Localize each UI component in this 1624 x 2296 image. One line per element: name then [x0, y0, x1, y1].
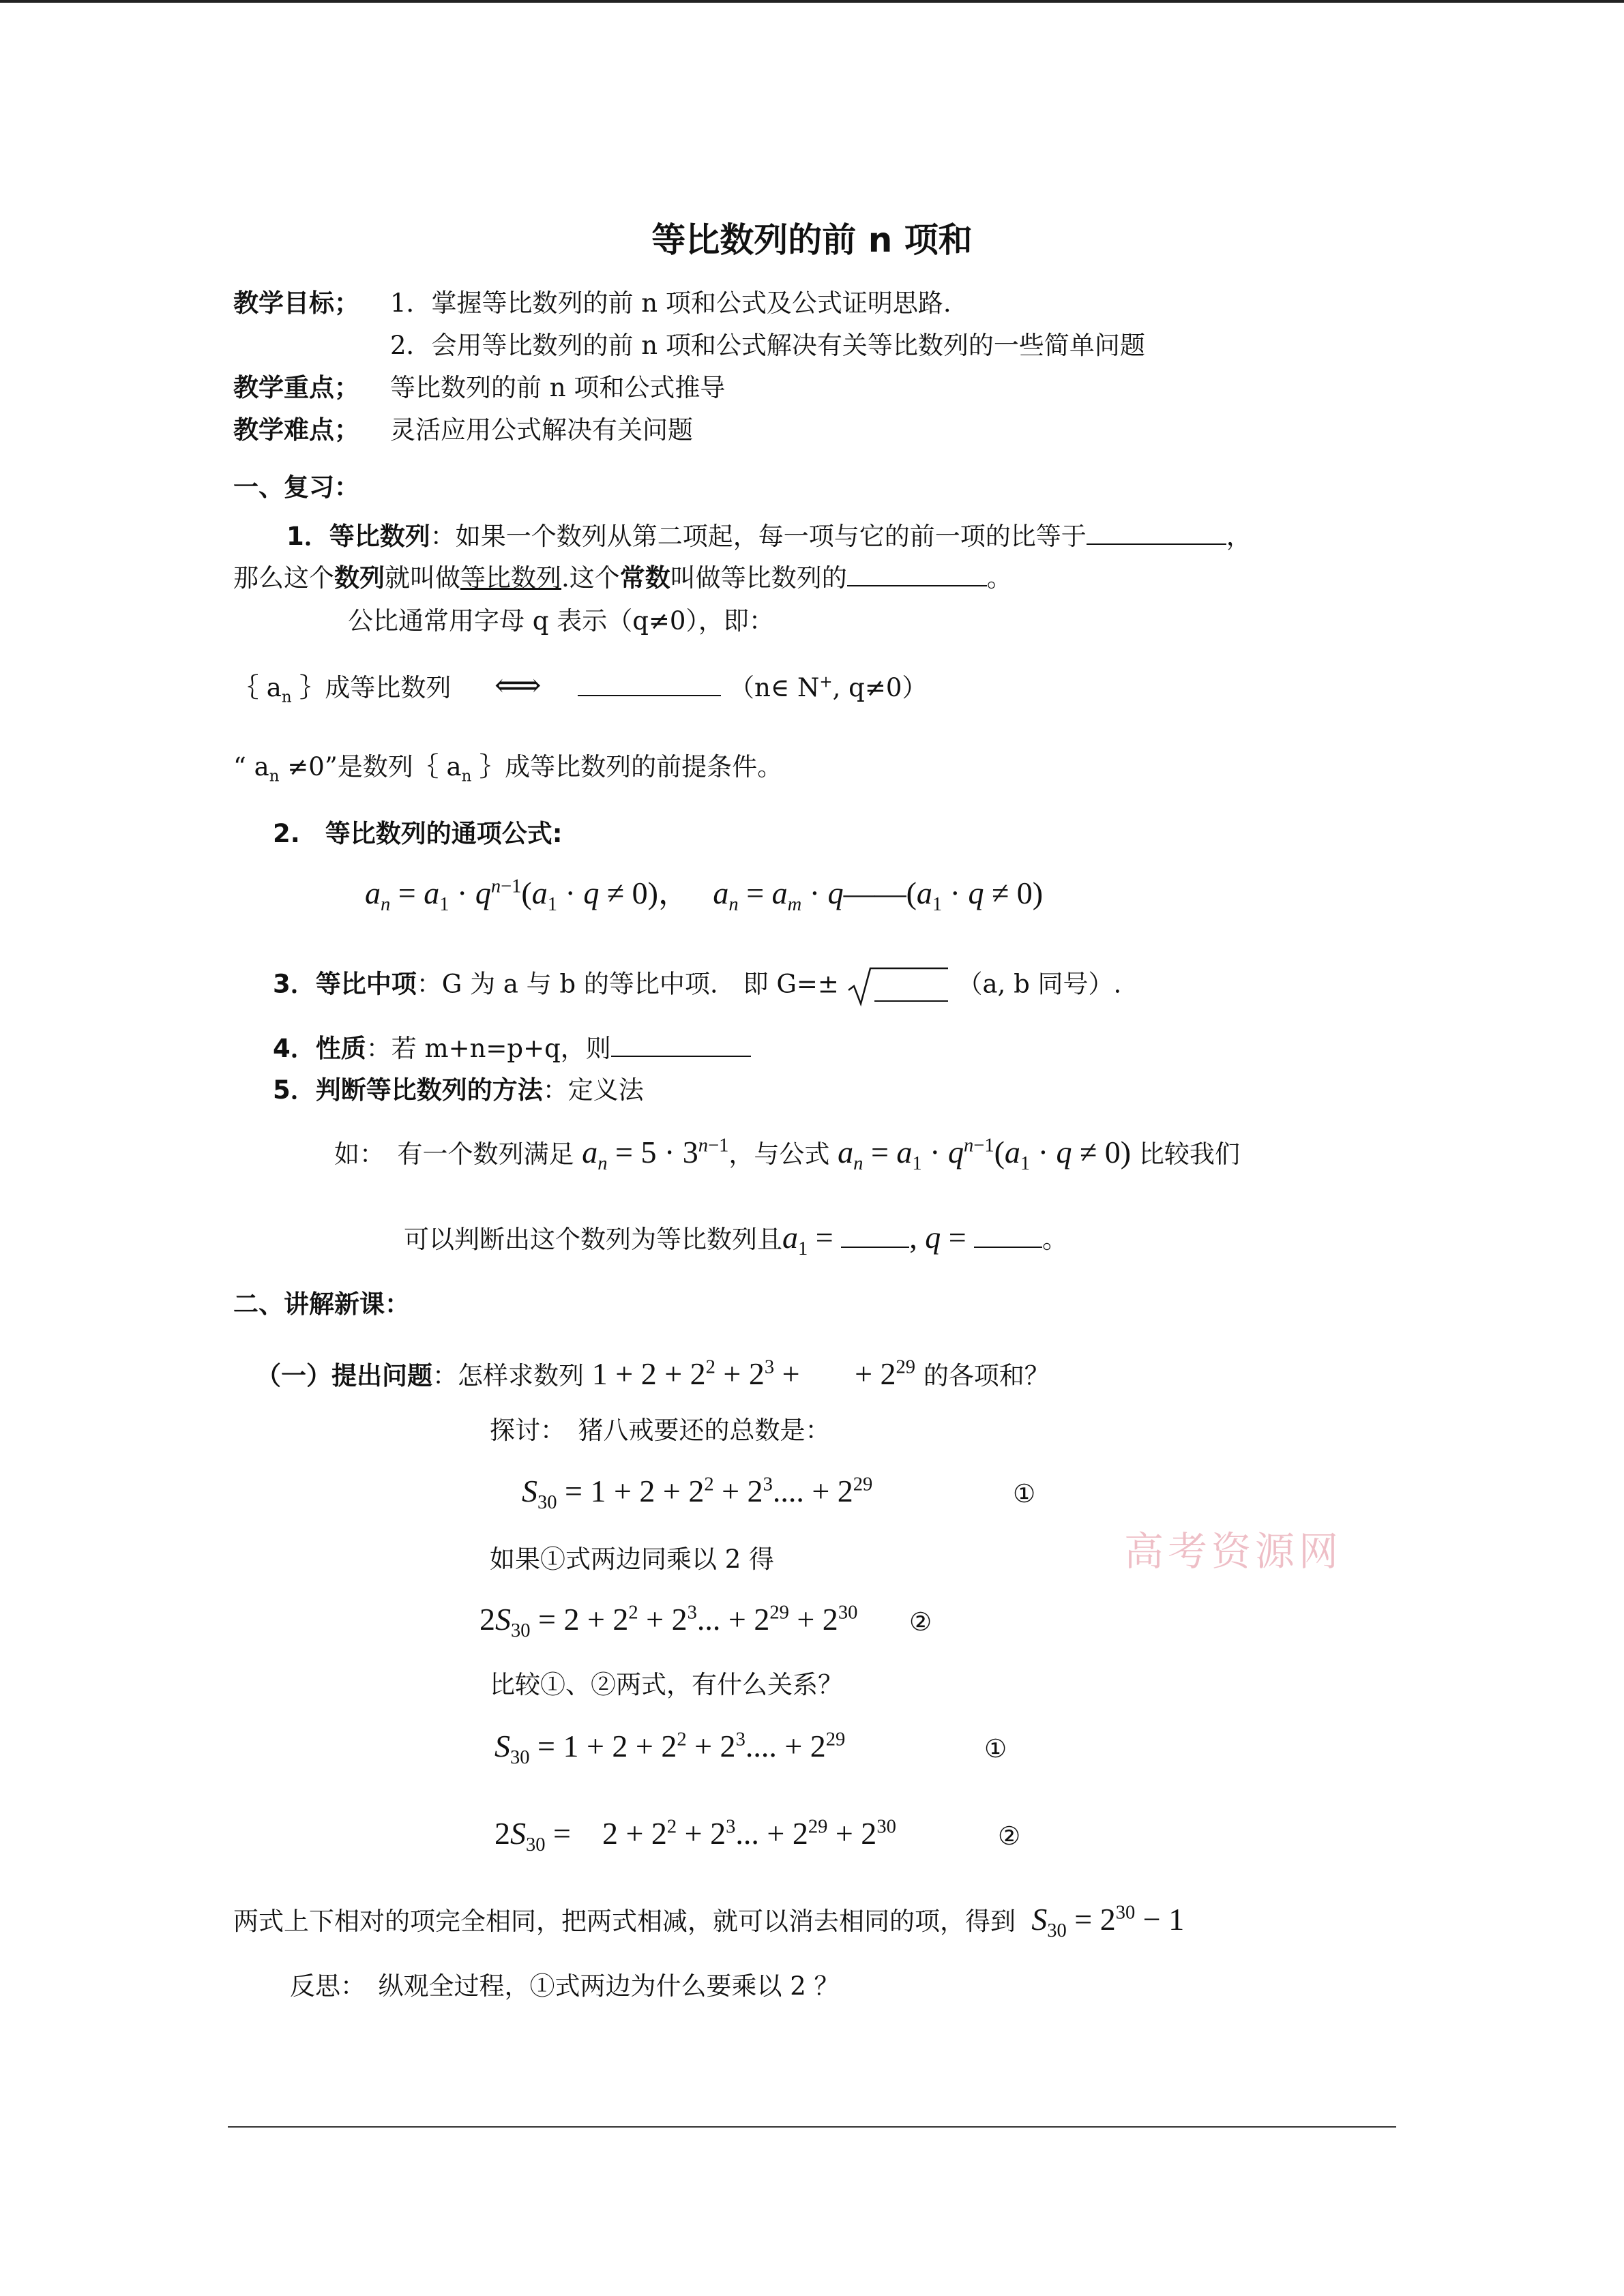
sum-equation-2-repeat: $2S_{30}$ = $2 + 2^2 + 2^3$... + $2^{29} + 2^{30}$ [494, 1816, 896, 1856]
premise-sub-2: n [461, 767, 472, 786]
equation-mark-1: ① [1013, 1479, 1036, 1508]
equivalence-sub: n [281, 688, 292, 706]
method-line [273, 1073, 644, 1107]
example-line-2-text: 可以判断出这个数列为等比数列且 [404, 1225, 782, 1254]
question-text: ：怎样求数列 [432, 1361, 584, 1390]
geometric-mean-label: 3．等比中项 [273, 969, 417, 999]
premise-start: “ a [233, 752, 269, 781]
sum-equation-2: $2S_{30} = 2 + 2^2 + 2^3$... + $2^{29} + 2^{30}$ [479, 1602, 858, 1642]
equation-mark-1-repeat: ① [984, 1734, 1007, 1763]
definition-label: 等比数列 [329, 522, 430, 551]
equivalence-blank [578, 670, 721, 696]
definition-text-2a: 那么这个 [233, 563, 334, 593]
multiply-line: 如果①式两边同乘以 2 得 [490, 1545, 775, 1574]
general-term-formula: $a_n = a_1 \cdot q^{n-1}(a_1 \cdot q \ne 0)$， $a_n = a_m$ · $q——(a_1 \cdot q \ne 0)$ [365, 876, 1044, 916]
premise-end: ｝成等比数列的前提条件。 [471, 752, 783, 781]
sum-equation-1-repeat: $S_{30} = 1 + 2 + 2^2 + 2^3$.... + $2^{29}$ [494, 1729, 846, 1769]
question-series: $1 + 2 + 2^2 + 2^3$ + + $2^{29}$ [591, 1356, 916, 1391]
premise-sub: n [269, 767, 280, 786]
property-line [273, 1031, 751, 1066]
equivalence-middle: ｝成等比数列 [291, 673, 452, 702]
question-line [256, 1357, 1050, 1393]
example-text-c: 比较我们 [1138, 1139, 1240, 1169]
example-line-2 [404, 1220, 1068, 1260]
formula-a-2: a [713, 876, 729, 910]
objectives-row [233, 286, 359, 320]
conclusion-formula: $S_{30} = 2^{30} - 1$ [1031, 1902, 1185, 1942]
definition-text-2b: 就叫做 [385, 563, 460, 593]
reflection-line: 反思： 纵观全过程，①式两边为什么要乘以 2 ？ [290, 1971, 840, 2001]
definition-text-1: ：如果一个数列从第二项起，每一项与它的前一项的比等于 [430, 522, 1087, 551]
method-text: ：定义法 [542, 1075, 644, 1105]
key-point-label: 教学重点； [233, 373, 359, 402]
definition-end-2: 。 [986, 563, 1012, 593]
definition-blank-1 [1087, 519, 1226, 545]
example-general-formula: $a_n = a_1 \cdot q^{n-1}(a_1 \cdot q \ne 0)$ [838, 1135, 1132, 1175]
equivalence-condition-end: , q≠0） [832, 673, 928, 702]
top-border [0, 0, 1624, 3]
a1-blank [841, 1222, 909, 1248]
compare-line: 比较①、②两式，有什么关系？ [490, 1670, 843, 1699]
key-point-row [233, 371, 359, 405]
equation-mark-2-repeat: ② [998, 1821, 1021, 1851]
q-blank [974, 1222, 1042, 1248]
definition-text-2c: .这个 [561, 563, 620, 593]
conclusion-line [233, 1902, 1185, 1942]
example-formula: $a_n = 5 \cdot 3^{n-1}$ [582, 1135, 729, 1175]
difficulty-label: 教学难点； [233, 415, 359, 445]
definition-bold-sequence: 数列 [334, 563, 385, 593]
property-label: 4．性质 [273, 1034, 366, 1063]
example-text-b: ，与公式 [728, 1139, 830, 1169]
definition-blank-2 [847, 561, 987, 586]
footer-divider [228, 2126, 1396, 2128]
example-text-a: 如： 有一个数列满足 [334, 1139, 574, 1169]
watermark-stamp: 高考资源网 [1124, 1528, 1343, 1575]
question-label: （一）提出问题 [256, 1361, 432, 1390]
objective-item-1: 1．掌握等比数列的前 n 项和公式及公式证明思路. [390, 288, 951, 318]
objectives-label: 教学目标； [233, 288, 359, 318]
equivalence-left: ｛ a [233, 673, 282, 702]
new-lesson-heading: 二、讲解新课： [233, 1289, 410, 1319]
equivalence-condition: （n∈ N [729, 673, 820, 702]
definition-line-1 [286, 519, 1252, 554]
example-end: 。 [1042, 1225, 1068, 1254]
conclusion-text: 两式上下相对的项完全相同，把两式相减，就可以消去相同的项，得到 [233, 1907, 1016, 1936]
discuss-line: 探讨： 猪八戒要还的总数是： [490, 1416, 831, 1445]
geometric-mean-end: （a, b 同号）. [957, 969, 1122, 999]
question-end: 的各项和？ [923, 1361, 1050, 1390]
square-root-icon [847, 966, 949, 1007]
definition-text-2d: 叫做等比数列的 [670, 563, 847, 593]
general-term-heading: 2. 等比数列的通项公式: [273, 819, 563, 848]
definition-end-1: ， [1226, 522, 1252, 551]
equivalence-line [233, 668, 927, 705]
example-line-1 [334, 1135, 1240, 1175]
definition-number: 1． [286, 522, 329, 551]
sum-equation-1: $S_{30} = 1 + 2 + 2^2 + 2^3$.... + $2^{29}$ [522, 1474, 873, 1514]
definition-bold-constant: 常数 [619, 563, 670, 593]
property-text: ：若 m+n=p+q，则 [366, 1034, 611, 1063]
geometric-mean-line [273, 966, 1121, 1007]
page-title: 等比数列的前 n 项和 [651, 220, 973, 260]
difficulty-text: 灵活应用公式解决有关问题 [390, 415, 693, 445]
review-heading: 一、复习： [233, 473, 359, 502]
example-answer: $a_1$ = , q = [782, 1220, 1042, 1255]
equation-mark-2: ② [909, 1607, 932, 1637]
definition-underlined-term: 等比数列 [460, 563, 561, 593]
difficulty-row [233, 413, 359, 447]
equivalence-cond-sup: + [819, 673, 833, 691]
geometric-mean-text: ：G 为 a 与 b 的等比中项. 即 G=± [416, 969, 839, 999]
premise-middle: ≠0”是数列｛ a [279, 752, 462, 781]
objective-item-2: 2．会用等比数列的前 n 项和公式解决有关等比数列的一些简单问题 [390, 331, 1145, 360]
method-label: 5．判断等比数列的方法 [273, 1075, 543, 1105]
property-blank [611, 1031, 751, 1057]
formula-a: a [365, 876, 381, 910]
premise-line [233, 750, 782, 784]
equivalence-arrow: ⟺ [494, 666, 542, 704]
key-point-text: 等比数列的前 n 项和公式推导 [390, 373, 726, 402]
definition-line-2 [233, 561, 1012, 595]
ratio-note: 公比通常用字母 q 表示（q≠0），即： [348, 606, 774, 636]
